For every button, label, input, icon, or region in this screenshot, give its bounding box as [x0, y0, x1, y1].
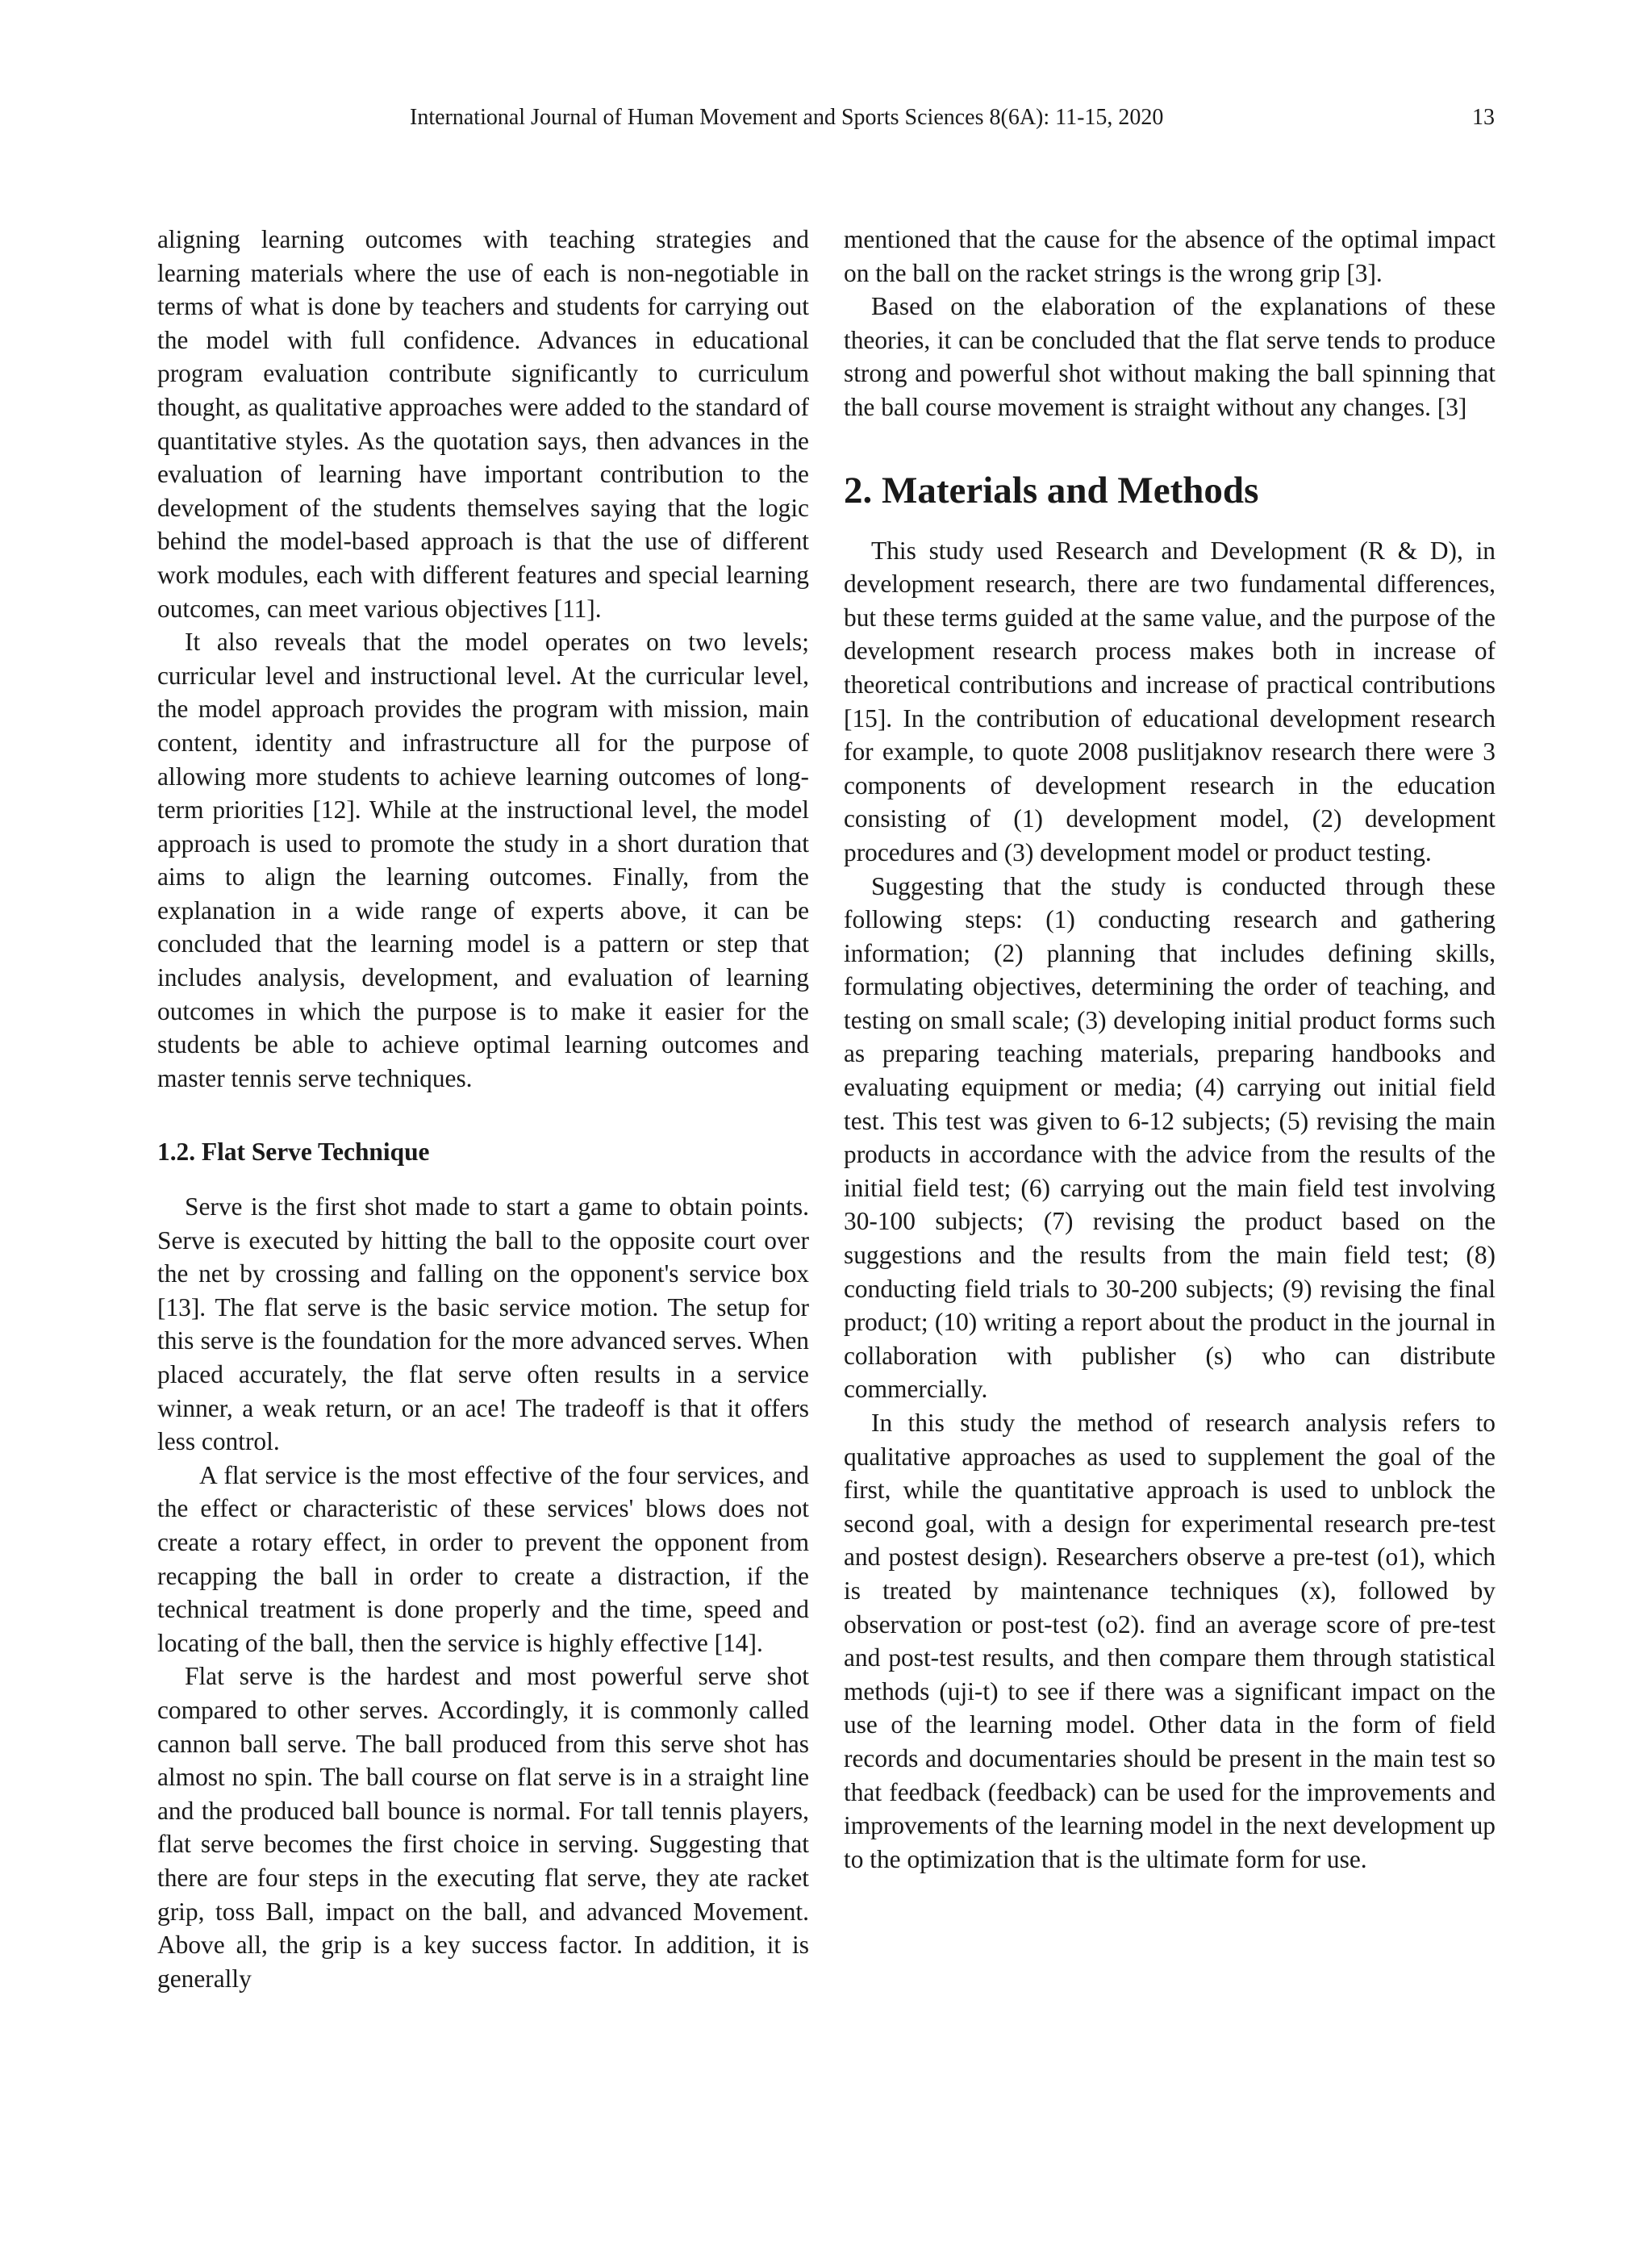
- paragraph: Based on the elaboration of the explanations of these theories, it can be concluded that the flat serve tends to produce strong and powerful shot without making the ball spinning that the ball course movement is straight without any changes. [3]: [844, 292, 1496, 421]
- page-number: 13: [1472, 105, 1495, 130]
- paragraph: It also reveals that the model operates on two levels; curricular level and instructional level. At the curricular level, the model approach provides the program with mission, main content, identity and infrastructure all for the purpose of allowing more students to achieve learning outcomes of long-term priorities [12]. While at the instructional level, the model approach is used to promote the study in a short duration that aims to align the learning outcomes. Finally, from the explanation in a wide range of experts above, it can be concluded that the learning model is a pattern or step that includes analysis, development, and evaluation of learning outcomes in which the purpose is to make it easier for the students be able to achieve optimal learning outcomes and master tennis serve techniques.: [157, 628, 809, 1092]
- paragraph: Serve is the first shot made to start a game to obtain points. Serve is executed by hitting the ball to the opposite court over the net by crossing and falling on the opponent's service box [13]. The flat serve is the basic service motion. The setup for this serve is the foundation for the more advanced serves. When placed accurately, the flat serve often results in a service winner, a weak return, or an ace! The tradeoff is that it offers less control.: [157, 1192, 809, 1456]
- subsection-heading: 1.2. Flat Serve Technique: [157, 1138, 430, 1167]
- paragraph: This study used Research and Development (R & D), in development research, there are two fundamental differences, but these terms guided at the same value, and the purpose of the development research process makes both in increase of theoretical contributions and increase of practical contributions [15]. In the contribution of educational development research for example, to quote 2008 puslitjaknov research there were 3 components of development research in the education consisting of (1) development model, (2) development procedures and (3) development model or product testing.: [844, 536, 1496, 866]
- paragraph: In this study the method of research analysis refers to qualitative approaches as used to supplement the goal of the first, while the quantitative approach is used to unblock the second goal, with a design for experimental research pre-test and postest design). Researchers observe a pre-test (o1), which is treated by maintenance techniques (x), followed by observation or post-test (o2). find an average score of pre-test and post-test results, and then compare them through statistical methods (uji-t) to see if there was a significant impact on the use of the learning model. Other data in the form of field records and documentaries should be present in the main test so that feedback (feedback) can be used for the improvements and improvements of the learning model in the next development up to the optimization that is the ultimate form for use.: [844, 1409, 1496, 1873]
- paragraph: mentioned that the cause for the absence of the optimal impact on the ball on the racket strings is the wrong grip [3].: [844, 225, 1496, 287]
- right-column: [844, 223, 1496, 1876]
- paragraph: aligning learning outcomes with teaching strategies and learning materials where the use of each is non-negotiable in terms of what is done by teachers and students for carrying out the model with full confidence. Advances in educational program evaluation contribute significantly to curriculum thought, as qualitative approaches were added to the standard of quantitative styles. As the quotation says, then advances in the evaluation of learning have important contribution to the development of the students themselves saying that the logic behind the model-based approach is that the use of different work modules, each with different features and special learning outcomes, can meet various objectives [11].: [157, 225, 809, 623]
- paragraph: Flat serve is the hardest and most powerful serve shot compared to other serves. Accordingly, it is commonly called cannon ball serve. The ball produced from this serve shot has almost no spin. The ball course on flat serve is in a straight line and the produced ball bounce is normal. For tall tennis players, flat serve becomes the first choice in serving. Suggesting that there are four steps in the executing flat serve, they ate racket grip, toss Ball, impact on the ball, and advanced Movement. Above all, the grip is a key success factor. In addition, it is generally: [157, 1662, 809, 1993]
- journal-citation: International Journal of Human Movement and Sports Sciences 8(6A): 11-15, 2020: [410, 105, 1164, 130]
- left-column: [157, 223, 809, 1995]
- paragraph: Suggesting that the study is conducted through these following steps: (1) conducting research and gathering information; (2) planning that includes defining skills, formulating objectives, determining the order of teaching, and testing on small scale; (3) developing initial product forms such as preparing teaching materials, preparing handbooks and evaluating equipment or media; (4) carrying out initial field test. This test was given to 6-12 subjects; (5) revising the main products in accordance with the advice from the results of the initial field test; (6) carrying out the main field test involving 30-100 subjects; (7) revising the product based on the suggestions and the results from the main field test; (8) conducting field trials to 30-200 subjects; (9) revising the final product; (10) writing a report about the product in the journal in collaboration with publisher (s) who can distribute commercially.: [844, 871, 1496, 1404]
- paragraph: A flat service is the most effective of the four services, and the effect or characteristic of these services' blows does not create a rotary effect, in order to prevent the opponent from recapping the ball in order to create a distraction, if the technical treatment is done properly and the time, speed and locating of the ball, then the service is highly effective [14].: [157, 1460, 809, 1657]
- running-header: [0, 102, 1652, 134]
- section-heading: 2. Materials and Methods: [844, 469, 1259, 511]
